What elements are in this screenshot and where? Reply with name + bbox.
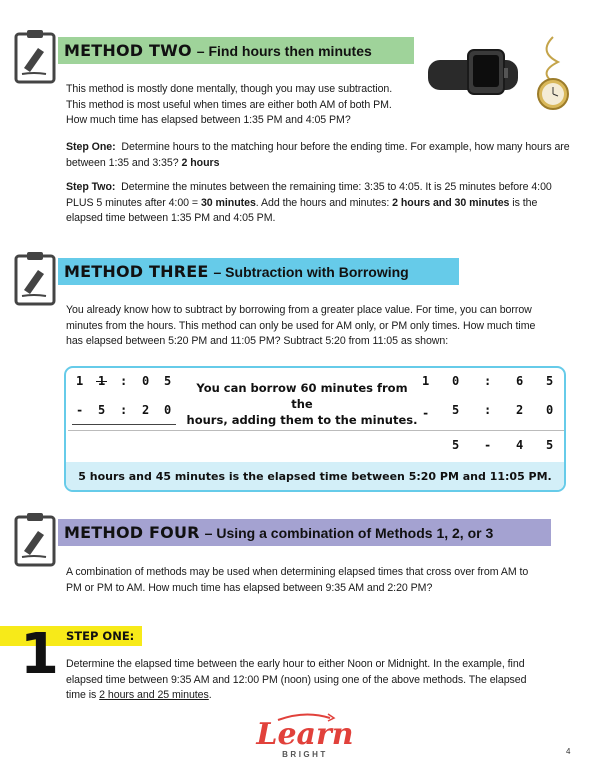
right-result-digit: 5 — [546, 438, 554, 452]
left-bottom-digit: 0 — [164, 403, 172, 417]
step-two-text: . Add the hours and minutes: — [255, 196, 390, 209]
step-one-line — [66, 688, 576, 704]
method-four-banner — [58, 519, 551, 546]
left-top-colon: : — [120, 374, 128, 388]
method-three-intro — [66, 303, 576, 350]
example-conclusion: 5 hours and 45 minutes is the elapsed time between 5:20 PM and 11:05 PM. — [78, 469, 552, 483]
right-bottom-digit: 0 — [546, 403, 554, 417]
right-top-colon: : — [484, 374, 492, 388]
right-bottom-colon: : — [484, 403, 492, 417]
left-top-digit: 0 — [142, 374, 150, 388]
method-three-intro-line: minutes from the hours. This method can only be used for AM only, or PM only times. How much time — [66, 319, 536, 332]
right-result-digit: 4 — [516, 438, 524, 452]
example-conclusion-bar — [66, 462, 564, 490]
step-one-line: Determine the elapsed time between the early hour to either Noon or Midnight. In the example, find — [66, 658, 525, 670]
left-minus-sign: - — [76, 403, 84, 417]
pocket-watch-image — [528, 32, 578, 112]
right-top-digit: 1 — [422, 374, 430, 388]
method-four-intro — [66, 565, 576, 596]
method-two-intro — [66, 82, 406, 129]
borrow-note — [186, 380, 418, 428]
method-three-subtitle: – Subtraction with Borrowing — [213, 263, 409, 280]
method-two-banner — [58, 37, 414, 64]
method-two-step-one — [66, 140, 570, 171]
method-four-subtitle: – Using a combination of Methods 1, 2, or 3 — [204, 524, 494, 541]
step-two-text: Determine the minutes between the remaining time: 3:35 to 4:05. It is 25 minutes before 4:00 PLUS 5 minutes after 4:00 = — [66, 181, 552, 209]
method-four-intro-line: A combination of methods may be used when determining elapsed times that cross over from AM to — [66, 566, 529, 578]
left-top-digit: 5 — [164, 374, 172, 388]
right-bottom-digit: 5 — [452, 403, 460, 417]
right-top-digit: 5 — [546, 374, 554, 388]
page-number: 4 — [566, 747, 571, 756]
right-top-digit: 6 — [516, 374, 524, 388]
step-one-label: Step One: — [66, 141, 116, 153]
left-top-digit: 1 — [76, 374, 84, 388]
step-one-answer: 2 hours — [181, 156, 220, 169]
right-bottom-digit: 2 — [516, 403, 524, 417]
borrow-note-line: You can borrow 60 minutes from the — [196, 381, 408, 411]
method-three-intro-line: has elapsed between 5:20 PM and 11:05 PM? Subtract 5:20 from 11:05 as shown: — [66, 335, 449, 347]
right-result-digit: 5 — [452, 438, 460, 452]
left-answer-line — [72, 424, 176, 425]
method-two-title: METHOD TWO — [64, 41, 192, 60]
right-minus-sign: - — [422, 406, 430, 420]
step-two-bold: 30 minutes — [200, 196, 256, 209]
right-top-digit: 0 — [452, 374, 460, 388]
clipboard-icon — [14, 250, 56, 306]
right-result-dash: - — [484, 438, 492, 452]
method-four-title: METHOD FOUR — [64, 523, 200, 542]
method-three-intro-line: You already know how to subtract by borrowing from a greater place value. For time, you can borrow — [66, 304, 532, 316]
left-bottom-digit: 5 — [98, 403, 106, 417]
step-one-answer: 2 hours and 25 minutes — [99, 689, 209, 701]
method-two-intro-line: This method is mostly done mentally, though you may use subtraction. — [66, 83, 393, 95]
method-two-intro-line: How much time has elapsed between 1:35 PM and 4:05 PM? — [66, 114, 351, 126]
method-two-step-two — [66, 180, 572, 227]
step-two-bold: 2 hours and 30 minutes — [392, 196, 510, 209]
left-bottom-digit: 2 — [142, 403, 150, 417]
step-one-heading: STEP ONE: — [66, 629, 135, 643]
logo-subtext: BRIGHT — [282, 750, 328, 759]
step-one-text: Determine hours to the matching hour before the ending time. For example, how many hours are between 1:35 and 3:35? — [66, 141, 570, 169]
method-three-title: METHOD THREE — [64, 262, 209, 281]
step-two-label: Step Two: — [66, 181, 116, 193]
step-one-line-prefix: time is — [66, 689, 100, 701]
method-two-subtitle: – Find hours then minutes — [196, 42, 372, 59]
step-one-line-suffix: . — [208, 689, 212, 701]
right-answer-line — [68, 430, 564, 431]
borrow-note-line: hours, adding them to the minutes. — [186, 413, 418, 427]
borrowing-example-box — [64, 366, 566, 492]
step-one-line: elapsed time between 9:35 AM and 12:00 PM (noon) using one of the above methods. The elapsed — [66, 673, 527, 686]
smartwatch-image — [418, 28, 528, 118]
strike-mark — [96, 381, 107, 382]
step-one-number: 1 — [20, 622, 59, 687]
method-four-intro-line: PM or PM to AM. How much time has elapsed between 9:35 AM and 2:20 PM? — [66, 581, 433, 594]
logo-text: Learn — [256, 717, 354, 752]
learn-bright-logo — [250, 712, 360, 768]
left-bottom-colon: : — [120, 403, 128, 417]
clipboard-icon — [14, 28, 56, 84]
clipboard-icon — [14, 511, 56, 567]
step-two-text: is the elapsed time between 1:35 PM and 4:05 PM. — [66, 196, 538, 224]
method-two-intro-line: This method is most useful when times are either both AM of both PM. — [66, 98, 392, 111]
step-one-body — [66, 657, 576, 704]
method-three-banner — [58, 258, 459, 285]
